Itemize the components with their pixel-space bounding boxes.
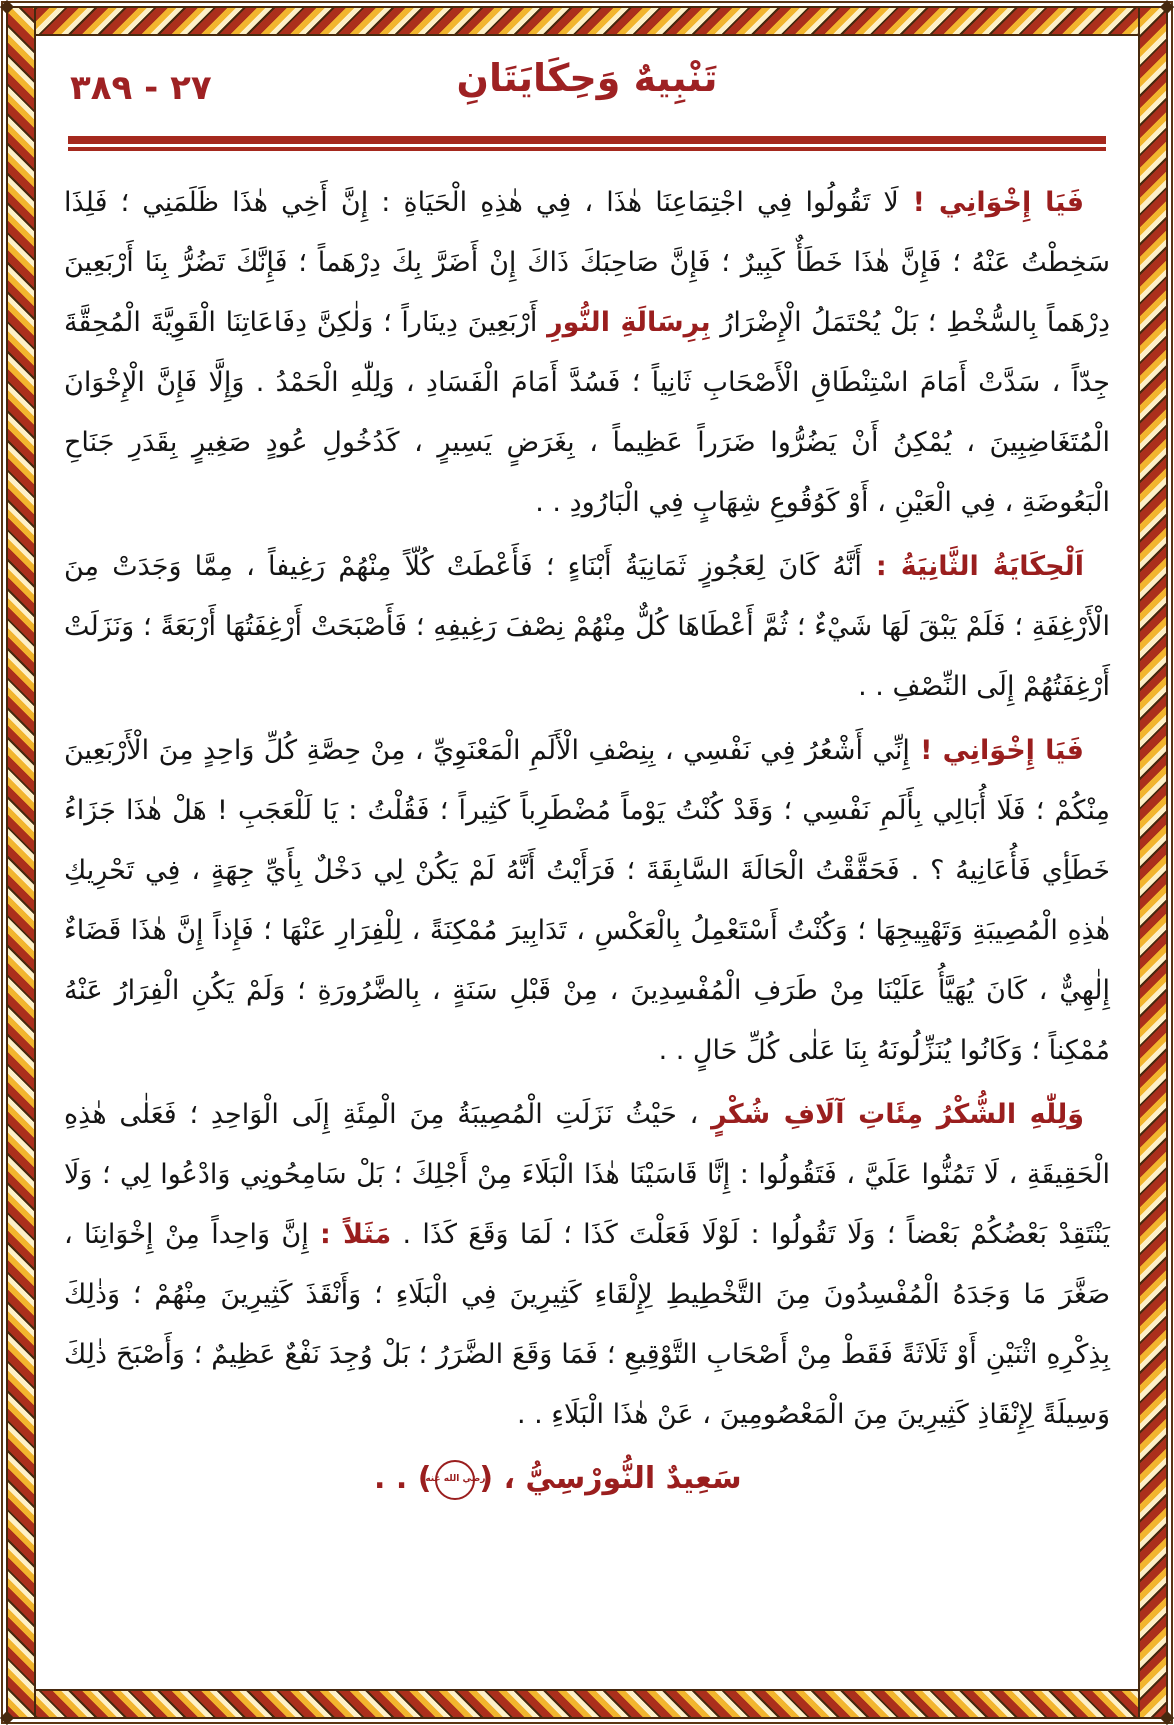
- author-signature: [64, 1449, 1110, 1509]
- ornamental-border-left: [6, 6, 36, 1719]
- lead-phrase-second-story: اَلْحِكَايَةُ الثَّانِيَةُ :: [861, 551, 1084, 582]
- paragraph-admonition: [64, 173, 1110, 533]
- ornamental-border-top: [6, 6, 1168, 36]
- lead-phrase-o-brothers: فَيَا إِخْوَانِي !: [909, 735, 1084, 766]
- ornamental-border-right: [1138, 6, 1168, 1719]
- paragraph-text: إِنَّ وَاحِداً مِنْ إِخْوَانِنَا ، صَغَّرَ مَا وَجَدَهُ الْمُفْسِدُونَ مِنَ التَّخْطِيطِ لِإِلْقَاءِ كَثِيرِينَ فِي الْبَلَاءِ ؛ وَأَنْقَذَ كَثِيرِينَ مِنْهُمْ ؛ وَذٰلِكَ بِذِكْرِهِ اثْنَيْنِ أَوْ ثَلَاثَةً فَقَطْ مِنْ أَصْحَابِ التَّوْقِيعِ ؛ فَمَا وَقَعَ الضَّرَرُ ؛ بَلْ وُجِدَ نَفْعٌ عَظِيمٌ ؛ وَأَصْبَحَ ذٰلِكَ وَسِيلَةً لِإِنْقَاذِ كَثِيرِينَ مِنَ الْمَعْصُومِينَ ، عَنْ هٰذَا الْبَلَاءِ . .: [64, 1219, 1110, 1430]
- page-content: [42, 40, 1132, 1685]
- highlight-risale-nur: بِرِسَالَةِ النُّورِ: [547, 307, 711, 338]
- paren: ): [417, 1461, 432, 1496]
- page-number: ٢٧ - ٣٨٩: [70, 68, 212, 108]
- paragraph-second-story: [64, 537, 1110, 717]
- signature-trailer: . .: [374, 1461, 418, 1496]
- body-text: [64, 173, 1110, 1509]
- header-rule-thin: [68, 147, 1106, 151]
- signature-name: سَعِيدٌ النُّورْسِيُّ ،: [503, 1461, 742, 1496]
- paragraph-text: أَنَّهُ كَانَ لِعَجُوزٍ ثَمَانِيَةُ أَبْنَاءٍ ؛ فَأَعْطَتْ كُلّاً مِنْهُمْ رَغِيفاً ، مِمَّا وَجَدَتْ مِنَ الْأَرْغِفَةِ ؛ فَلَمْ يَبْقَ لَهَا شَيْءٌ ؛ ثُمَّ أَعْطَاهَا كُلٌّ مِنْهُمْ نِصْفَ رَغِيفِهِ ؛ فَأَصْبَحَتْ أَرْغِفَتُهَا أَرْبَعَةً ؛ وَنَزَلَتْ أَرْغِفَتُهُمْ إِلَى النِّصْفِ . .: [64, 551, 1110, 702]
- highlight-for-example: مَثَلاً :: [320, 1219, 392, 1250]
- page-header: [64, 54, 1110, 132]
- radi-allahu-anhu-seal-icon: رضي الله عنه: [435, 1460, 475, 1500]
- page-title: تَنْبِيهٌ وَحِكَايَتَانِ: [456, 56, 718, 100]
- paragraph-text: أَرْبَعِينَ دِينَاراً ؛ وَلٰكِنَّ دِفَاعَاتِنَا الْقَوِيَّةَ الْمُحِقَّةَ جِدّاً ، سَدَّتْ أَمَامَ اسْتِنْطَاقِ الْأَصْحَابِ ثَانِياً ؛ فَسُدَّ أَمَامَ الْفَسَادِ ، وَلِلّٰهِ الْحَمْدُ . وَإِلَّا فَإِنَّ الْإِخْوَانَ الْمُتَغَاضِبِينَ ، يُمْكِنُ أَنْ يَضُرُّوا ضَرَراً عَظِيماً ، بِغَرَضٍ يَسِيرٍ ، كَدُخُولِ عُودٍ صَغِيرٍ بِقَدَرِ جَنَاحِ الْبَعُوضَةِ ، فِي الْعَيْنِ ، أَوْ كَوُقُوعِ شِهَابٍ فِي الْبَارُودِ . .: [64, 307, 1110, 518]
- paragraph-text: لَا تَقُولُوا فِي اجْتِمَاعِنَا هٰذَا ، فِي هٰذِهِ الْحَيَاةِ : إِنَّ أَخِي هٰذَا ظَلَمَنِي ؛ فَلِذَا سَخِطْتُ عَنْهُ ؛ فَإِنَّ هٰذَا خَطَأٌ كَبِيرٌ ؛ فَإِنَّ صَاحِبَكَ ذَاكَ إِنْ أَضَرَّ بِكَ دِرْهَماً ؛ فَإِنَّكَ تَضُرُّ بِنَا أَرْبَعِينَ دِرْهَماً بِالسُّخْطِ ؛ بَلْ يُحْتَمَلُ الْإِضْرَارُ: [64, 187, 1111, 338]
- lead-phrase-o-brothers: فَيَا إِخْوَانِي !: [898, 187, 1084, 218]
- paragraph-text: ، حَيْثُ نَزَلَتِ الْمُصِيبَةُ مِنَ الْمِئَةِ إِلَى الْوَاحِدِ ؛ فَعَلٰى هٰذِهِ الْحَقِيقَةِ ، لَا تَمُنُّوا عَلَيَّ ، فَتَقُولُوا : إِنَّا قَاسَيْنَا هٰذَا الْبَلَاءَ مِنْ أَجْلِكَ ؛ بَلْ سَامِحُونِي وَادْعُوا لِي ؛ وَلَا يَنْتَقِدْ بَعْضُكُمْ بَعْضاً ؛ وَلَا تَقُولُوا : لَوْلَا فَعَلْتَ كَذَا ؛ لَمَا وَقَعَ كَذَا .: [64, 1099, 1110, 1250]
- ornamental-border-bottom: [6, 1689, 1168, 1719]
- paren: (: [479, 1461, 494, 1496]
- paragraph-shared-pain: [64, 721, 1110, 1081]
- paragraph-text: إِنِّي أَشْعُرُ فِي نَفْسِي ، بِنِصْفِ الْأَلَمِ الْمَعْنَوِيِّ ، مِنْ حِصَّةِ كُلِّ وَاحِدٍ مِنَ الْأَرْبَعِينَ مِنْكُمْ ؛ فَلَا أُبَالِي بِأَلَمِ نَفْسِي ؛ وَقَدْ كُنْتُ يَوْماً مُضْطَرِباً كَثِيراً ؛ فَقُلْتُ : يَا لَلْعَجَبِ ! هَلْ هٰذَا جَزَاءُ خَطَأِي فَأُعَانِيهُ ؟ . فَحَقَّقْتُ الْحَالَةَ السَّابِقَةَ ؛ فَرَأَيْتُ أَنَّهُ لَمْ يَكُنْ لِي دَخْلٌ بِأَيِّ جِهَةٍ ، فِي تَحْرِيكِ هٰذِهِ الْمُصِيبَةِ وَتَهْيِيجِهَا ؛ وَكُنْتُ أَسْتَعْمِلُ بِالْعَكْسِ ، تَدَابِيرَ مُمْكِنَةً ، لِلْفِرَارِ عَنْهَا ؛ فَإِذاً إِنَّ هٰذَا قَضَاءٌ إِلٰهِيٌّ ، كَانَ يُهَيَّأُ عَلَيْنَا مِنْ طَرَفِ الْمُفْسِدِينَ ، مِنْ قَبْلِ سَنَةٍ ، بِالضَّرُورَةِ ؛ وَلَمْ يَكُنِ الْفِرَارُ عَنْهُ مُمْكِناً ؛ وَكَانُوا يُنَزِّلُونَهُ بِنَا عَلٰى كُلِّ حَالٍ . .: [64, 735, 1110, 1066]
- lead-phrase-thanks-to-god: وَلِلّٰهِ الشُّكْرُ مِئَاتِ آلَافِ شُكْرٍ: [711, 1099, 1084, 1130]
- header-rule-thick: [68, 136, 1106, 144]
- paragraph-thanks: [64, 1085, 1110, 1445]
